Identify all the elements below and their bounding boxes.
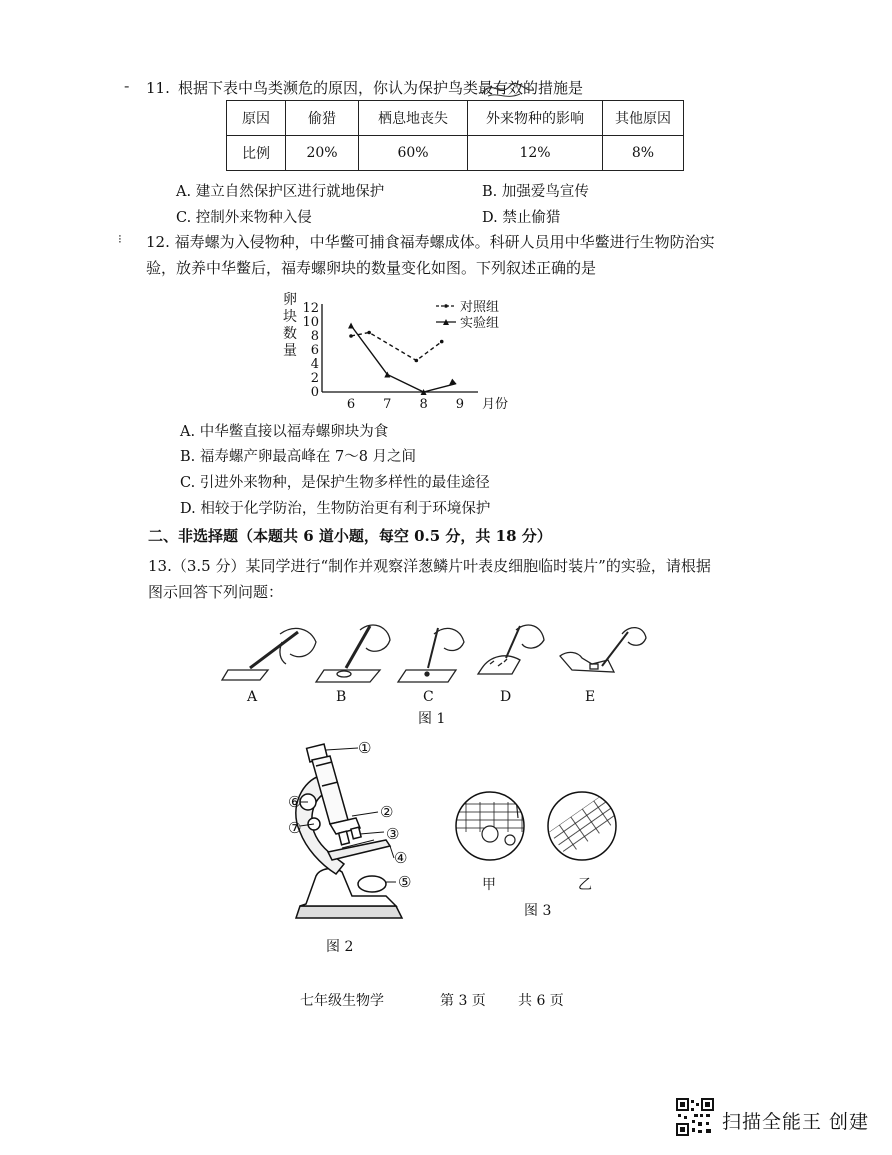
y-tick-label: 10 [302, 315, 319, 330]
table-row [227, 101, 684, 136]
step-c-drawing [398, 628, 464, 682]
q12-option-c: C. 引进外来物种，是保护生物多样性的最佳途径 [180, 475, 490, 491]
footer-total: 共 6 页 [518, 993, 564, 1009]
figure-1-steps-illustration [220, 612, 660, 690]
microscope-label-5: ⑤ [398, 873, 412, 891]
series-arrowhead [449, 379, 456, 385]
fig3-label-yi: 乙 [578, 877, 592, 893]
series-line-experiment [351, 326, 456, 393]
microscope-label-4: ④ [394, 849, 408, 867]
q12-stem-line1: 12. 福寿螺为入侵物种，中华鳖可捕食福寿螺成体。科研人员用中华鳖进行生物防治实 [146, 233, 715, 251]
step-a-drawing [222, 628, 316, 680]
q12-option-d: D. 相较于化学防治，生物防治更有利于环境保护 [180, 501, 491, 517]
fig1-letter-c: C [423, 689, 434, 705]
y-axis-label-char: 卵 [283, 292, 297, 308]
x-axis-label: 月份 [482, 397, 509, 412]
q11-number: 11. [146, 79, 170, 97]
table-cell: 偷猎 [286, 101, 359, 136]
legend-label: 对照组 [460, 300, 500, 315]
y-axis-label-char: 量 [283, 343, 297, 359]
q11-table [226, 100, 684, 171]
x-tick-label: 8 [419, 397, 428, 412]
table-cell: 原因 [227, 101, 286, 136]
table-cell: 12% [468, 136, 603, 171]
q13-stem-line2: 图示回答下列问题： [148, 583, 284, 601]
table-cell: 栖息地丧失 [359, 101, 468, 136]
qr-code-icon [676, 1098, 714, 1136]
y-axis-label-char: 块 [283, 309, 297, 325]
microscope-label-6: ⑥ [288, 793, 302, 811]
view-yi [548, 788, 622, 860]
data-point-control [415, 359, 419, 363]
fig1-caption: 图 1 [418, 711, 446, 727]
fig1-letter-d: D [500, 689, 512, 705]
x-tick-label: 6 [346, 397, 356, 412]
view-jia [452, 792, 532, 860]
fig1-letter-e: E [585, 689, 596, 705]
series-line-control [351, 333, 442, 361]
y-tick-label: 12 [302, 301, 319, 316]
q11-option-a: A. 建立自然保护区进行就地保护 [176, 184, 385, 200]
x-tick-label: 9 [455, 397, 465, 412]
microscope-label-3: ③ [386, 825, 400, 843]
table-cell: 20% [286, 136, 359, 171]
footer-page: 第 3 页 [440, 993, 486, 1009]
fig1-letter-b: B [336, 689, 347, 705]
step-e-drawing [560, 628, 646, 672]
y-axis-label-char: 数 [283, 326, 297, 342]
margin-dot-mark: ⁝ [118, 232, 122, 246]
data-point-control [349, 334, 353, 338]
x-tick-label: 7 [383, 397, 392, 412]
fig1-letter-a: A [247, 689, 258, 705]
step-d-drawing [478, 625, 544, 674]
data-point-control [367, 331, 371, 335]
q12-stem-line2: 验，放养中华鳖后，福寿螺卵块的数量变化如图。下列叙述正确的是 [146, 259, 597, 277]
table-cell: 其他原因 [603, 101, 684, 136]
q11-stem: 根据下表中鸟类濒危的原因，你认为保护鸟类最有效的措施是 [178, 79, 584, 97]
figure-2-microscope [286, 736, 426, 936]
legend-marker [444, 304, 448, 308]
microscope-label-2: ② [380, 803, 394, 821]
q12-option-b: B. 福寿螺产卵最高峰在 7～8 月之间 [180, 449, 417, 465]
q13-stem-line1: 13.（3.5 分）某同学进行“制作并观察洋葱鳞片叶表皮细胞临时装片”的实验，请根据 [148, 557, 711, 575]
q12-line-chart [276, 286, 516, 416]
table-row [227, 136, 684, 171]
figure-3-fields-of-view [452, 788, 622, 868]
scanner-watermark-text: 扫描全能王 创建 [722, 1111, 870, 1133]
fig3-label-jia: 甲 [482, 877, 496, 893]
legend-label: 实验组 [460, 316, 500, 331]
y-tick-label: 4 [310, 357, 319, 372]
microscope-label-1: ① [358, 739, 372, 757]
q11-option-d: D. 禁止偷猎 [482, 210, 561, 226]
y-tick-label: 0 [310, 385, 319, 400]
margin-dash-mark: - [124, 76, 130, 95]
y-tick-label: 8 [310, 329, 319, 344]
section-2-title: 二、非选择题（本题共 6 道小题，每空 0.5 分，共 18 分） [148, 527, 552, 545]
fig2-caption: 图 2 [326, 939, 354, 955]
pen-scribble-mark [478, 72, 548, 102]
table-cell: 8% [603, 136, 684, 171]
data-point-control [440, 340, 444, 344]
step-b-drawing [316, 625, 390, 682]
table-cell: 60% [359, 136, 468, 171]
footer-subject: 七年级生物学 [300, 993, 384, 1009]
data-point-experiment [348, 323, 354, 329]
q11-option-b: B. 加强爱鸟宣传 [482, 184, 589, 200]
fig3-caption: 图 3 [524, 903, 552, 919]
table-cell: 外来物种的影响 [468, 101, 603, 136]
y-tick-label: 6 [310, 343, 319, 358]
q12-option-a: A. 中华鳖直接以福寿螺卵块为食 [180, 424, 389, 440]
microscope-label-7: ⑦ [288, 819, 302, 837]
table-cell: 比例 [227, 136, 286, 171]
y-tick-label: 2 [310, 371, 319, 386]
q11-option-c: C. 控制外来物种入侵 [176, 210, 312, 226]
